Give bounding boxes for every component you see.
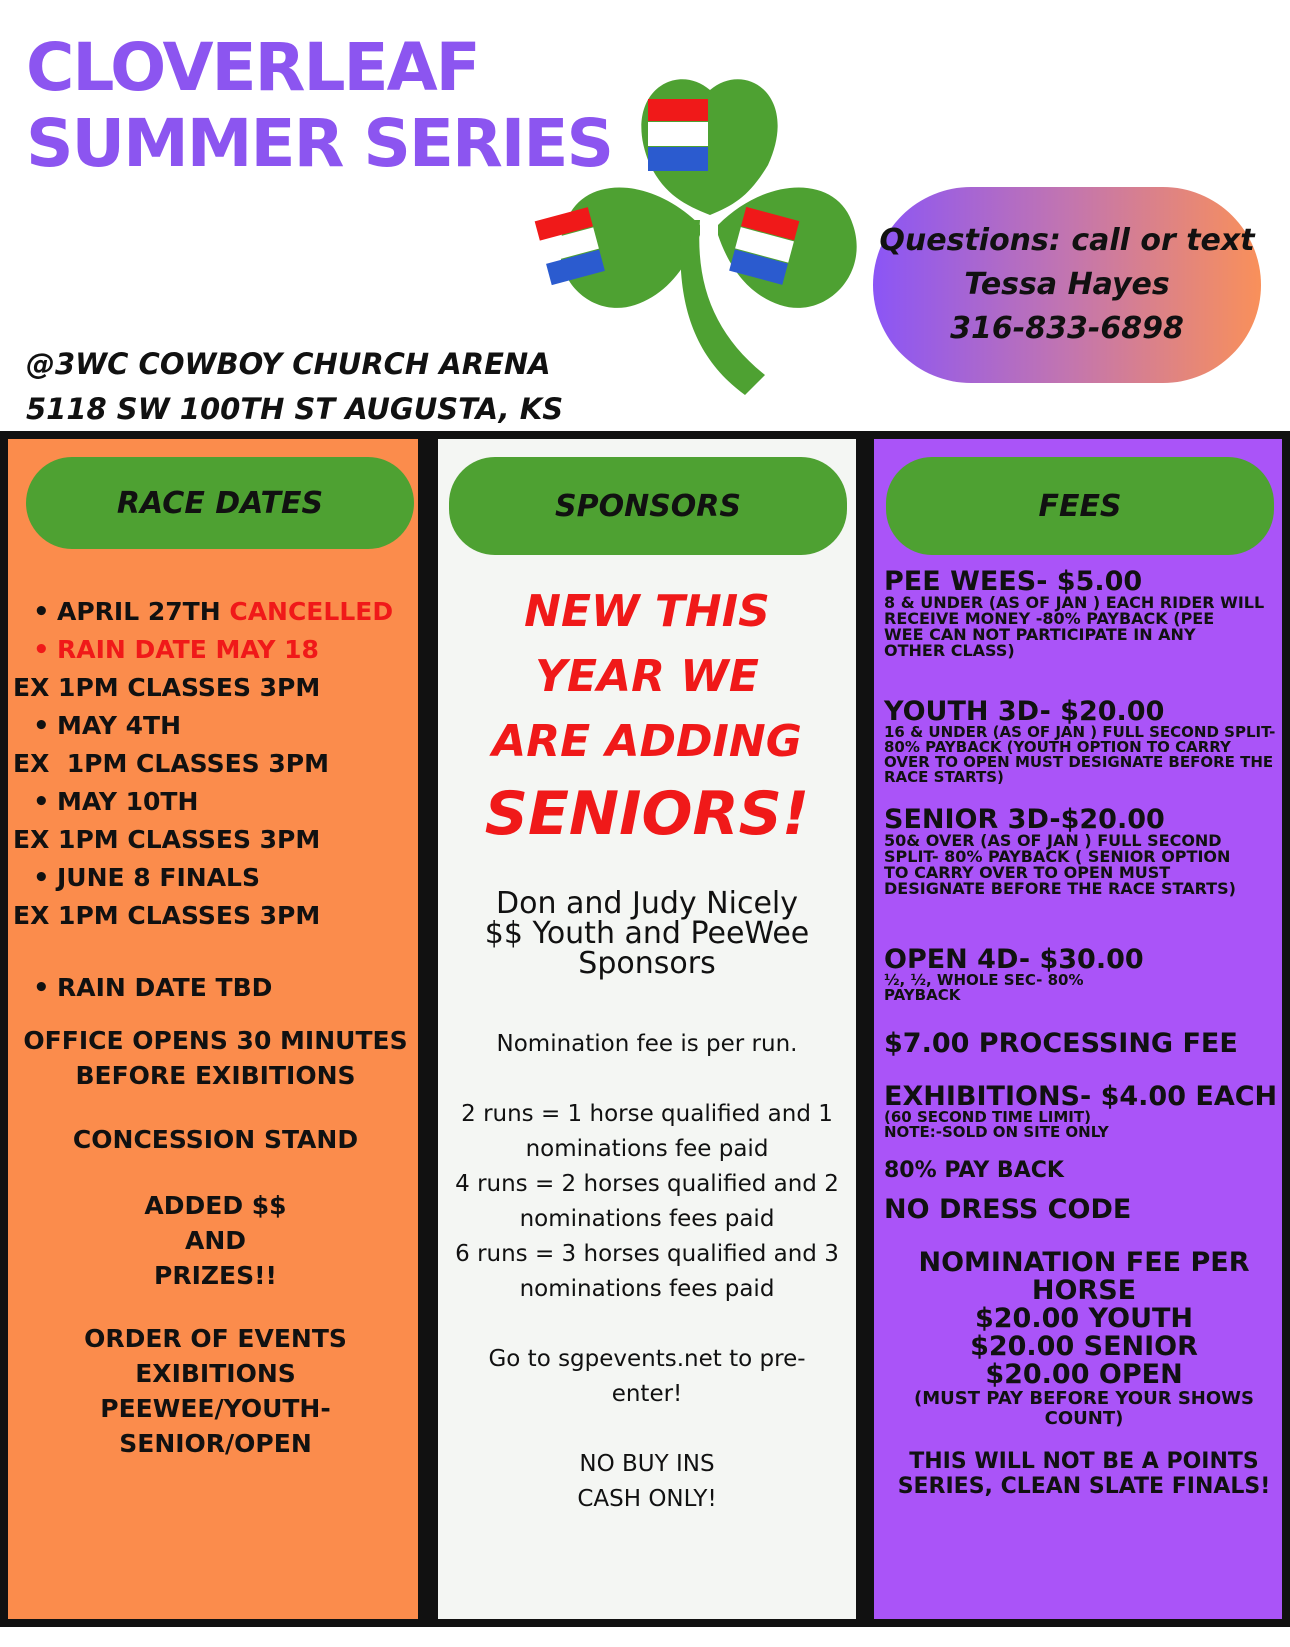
runs-line: 6 runs = 3 horses qualified and 3 bbox=[455, 1241, 839, 1267]
nomination-fee-line: HORSE bbox=[1031, 1275, 1137, 1306]
venue bbox=[26, 342, 563, 432]
fee-exhibitions bbox=[884, 1081, 1284, 1141]
nomination-fee-open: $20.00 OPEN bbox=[985, 1359, 1183, 1390]
runs-line: 2 runs = 1 horse qualified and 1 bbox=[461, 1101, 833, 1127]
runs-line: 4 runs = 2 horses qualified and 2 bbox=[455, 1171, 839, 1197]
race-times: EX 1PM CLASSES 3PM bbox=[13, 825, 321, 854]
contact-pill bbox=[873, 187, 1261, 383]
added-prizes bbox=[13, 1188, 418, 1293]
contact-name: Tessa Hayes bbox=[964, 267, 1170, 302]
race-times: EX 1PM CLASSES 3PM bbox=[13, 673, 321, 702]
fee-detail: OTHER CLASS) bbox=[884, 641, 1015, 660]
venue-line-2: 5118 SW 100TH ST AUGUSTA, KS bbox=[26, 392, 564, 426]
order-line-2: EXIBITIONS bbox=[135, 1359, 296, 1388]
fee-title: PEE WEES- $5.00 bbox=[884, 566, 1143, 597]
pre-enter-line-2: enter! bbox=[611, 1381, 683, 1407]
race-date-item: • JUNE 8 FINALS bbox=[13, 859, 418, 897]
fee-peewee bbox=[884, 566, 1284, 660]
venue-line-1: @3WC COWBOY CHURCH ARENA bbox=[26, 347, 551, 381]
must-pay-line: (MUST PAY BEFORE YOUR SHOWS bbox=[914, 1388, 1254, 1409]
dress-code bbox=[884, 1194, 1284, 1225]
barrel-icon-top bbox=[648, 99, 708, 171]
fees-heading: FEES bbox=[886, 457, 1274, 555]
sponsor-names bbox=[438, 886, 856, 981]
cancelled-badge: CANCELLED bbox=[229, 597, 394, 626]
fee-title: $7.00 PROCESSING FEE bbox=[884, 1028, 1238, 1059]
sponsor-line-2: $$ Youth and PeeWee bbox=[484, 916, 810, 951]
nomination-fee bbox=[884, 1249, 1284, 1429]
fee-detail: 50& OVER (AS OF JAN ) FULL SECOND bbox=[884, 831, 1222, 850]
race-dates-heading: RACE DATES bbox=[26, 457, 414, 549]
processing-fee bbox=[884, 1028, 1284, 1059]
office-line-1: OFFICE OPENS 30 MINUTES bbox=[23, 1026, 408, 1055]
office-line-2: BEFORE EXIBITIONS bbox=[75, 1061, 356, 1090]
fee-detail: SPLIT- 80% PAYBACK ( SENIOR OPTION bbox=[884, 847, 1231, 866]
race-dates-list bbox=[13, 593, 418, 1007]
race-times: EX 1PM CLASSES 3PM bbox=[13, 901, 321, 930]
new-line-4: SENIORS! bbox=[484, 779, 810, 849]
fee-detail: OVER TO OPEN MUST DESIGNATE BEFORE THE bbox=[884, 753, 1274, 771]
added-line-2: AND bbox=[184, 1226, 247, 1255]
fee-detail: DESIGNATE BEFORE THE RACE STARTS) bbox=[884, 879, 1236, 898]
fee-detail: 8 & UNDER (AS OF JAN ) EACH RIDER WILL bbox=[884, 593, 1265, 612]
cash-only: CASH ONLY! bbox=[577, 1486, 717, 1512]
fee-detail: RACE STARTS) bbox=[884, 768, 1004, 786]
sponsors-column bbox=[426, 431, 864, 1627]
fee-title: SENIOR 3D-$20.00 bbox=[884, 804, 1165, 835]
fee-open bbox=[884, 944, 1284, 1004]
fees-column bbox=[864, 431, 1290, 1627]
sponsors-heading: SPONSORS bbox=[449, 457, 847, 555]
title-line-1: CLOVERLEAF bbox=[26, 29, 479, 106]
runs-line: nominations fee paid bbox=[525, 1136, 769, 1162]
nomination-info bbox=[438, 1027, 856, 1517]
fee-detail: PAYBACK bbox=[884, 986, 961, 1004]
runs-line: nominations fees paid bbox=[519, 1276, 775, 1302]
rain-date-item: • RAIN DATE MAY 18 bbox=[13, 631, 418, 669]
fee-title: YOUTH 3D- $20.00 bbox=[884, 696, 1165, 727]
payback-text: 80% PAY BACK bbox=[884, 1158, 1064, 1183]
points-line: THIS WILL NOT BE A POINTS bbox=[909, 1449, 1259, 1474]
nomination-fee-youth: $20.00 YOUTH bbox=[974, 1303, 1194, 1334]
office-hours bbox=[13, 1023, 418, 1093]
added-line-3: PRIZES!! bbox=[154, 1261, 277, 1290]
race-date-item: • MAY 10TH bbox=[13, 783, 418, 821]
nomination-note: Nomination fee is per run. bbox=[496, 1031, 798, 1057]
new-this-year bbox=[438, 579, 856, 854]
nomination-fee-line: NOMINATION FEE PER bbox=[918, 1247, 1250, 1278]
sponsor-line-3: Sponsors bbox=[578, 946, 716, 981]
race-date-item: • MAY 4TH bbox=[13, 707, 418, 745]
fee-detail: TO CARRY OVER TO OPEN MUST bbox=[884, 863, 1171, 882]
order-line-3: PEEWEE/YOUTH- bbox=[100, 1394, 331, 1423]
sponsor-line-1: Don and Judy Nicely bbox=[496, 886, 798, 921]
fee-detail: (60 SECOND TIME LIMIT) bbox=[884, 1108, 1091, 1126]
concession-stand: CONCESSION STAND bbox=[72, 1125, 359, 1154]
fee-detail: NOTE:-SOLD ON SITE ONLY bbox=[884, 1123, 1109, 1141]
fee-youth bbox=[884, 696, 1284, 786]
race-dates-column bbox=[0, 431, 426, 1627]
order-line-4: SENIOR/OPEN bbox=[119, 1429, 312, 1458]
nomination-fee-senior: $20.00 SENIOR bbox=[970, 1331, 1198, 1362]
fee-title: OPEN 4D- $30.00 bbox=[884, 944, 1144, 975]
new-line-1: NEW THIS bbox=[524, 586, 770, 637]
fee-detail: 16 & UNDER (AS OF JAN ) FULL SECOND SPLIT- bbox=[884, 723, 1276, 741]
must-pay-line: COUNT) bbox=[1044, 1408, 1124, 1429]
fee-title: EXHIBITIONS- $4.00 EACH bbox=[884, 1081, 1278, 1112]
added-line-1: ADDED $$ bbox=[144, 1191, 287, 1220]
fee-detail: ½, ½, WHOLE SEC- 80% bbox=[884, 971, 1084, 989]
pre-enter-line-1: Go to sgpevents.net to pre- bbox=[488, 1346, 806, 1372]
race-times: EX 1PM CLASSES 3PM bbox=[13, 749, 329, 778]
contact-line-1: Questions: call or text bbox=[879, 223, 1255, 258]
new-line-2: YEAR WE bbox=[535, 651, 759, 702]
fee-senior bbox=[884, 804, 1284, 898]
title-line-2: SUMMER SERIES bbox=[26, 105, 612, 182]
fee-detail: 80% PAYBACK (YOUTH OPTION TO CARRY bbox=[884, 738, 1231, 756]
fee-detail: RECEIVE MONEY -80% PAYBACK (PEE bbox=[884, 609, 1215, 628]
new-line-3: ARE ADDING bbox=[492, 716, 802, 767]
points-line: SERIES, CLEAN SLATE FINALS! bbox=[897, 1474, 1271, 1499]
race-date-item bbox=[13, 593, 418, 631]
order-line-1: ORDER OF EVENTS bbox=[84, 1324, 347, 1353]
rain-date-tbd: • RAIN DATE TBD bbox=[13, 969, 418, 1007]
no-buy-ins: NO BUY INS bbox=[579, 1451, 715, 1477]
dress-code-text: NO DRESS CODE bbox=[884, 1194, 1132, 1225]
order-of-events bbox=[13, 1321, 418, 1461]
fee-detail: WEE CAN NOT PARTICIPATE IN ANY bbox=[884, 625, 1196, 644]
payback bbox=[884, 1158, 1284, 1184]
contact-phone: 316-833-6898 bbox=[950, 311, 1184, 346]
race-date: APRIL 27TH bbox=[57, 597, 221, 626]
points-note bbox=[884, 1449, 1284, 1499]
runs-line: nominations fees paid bbox=[519, 1206, 775, 1232]
